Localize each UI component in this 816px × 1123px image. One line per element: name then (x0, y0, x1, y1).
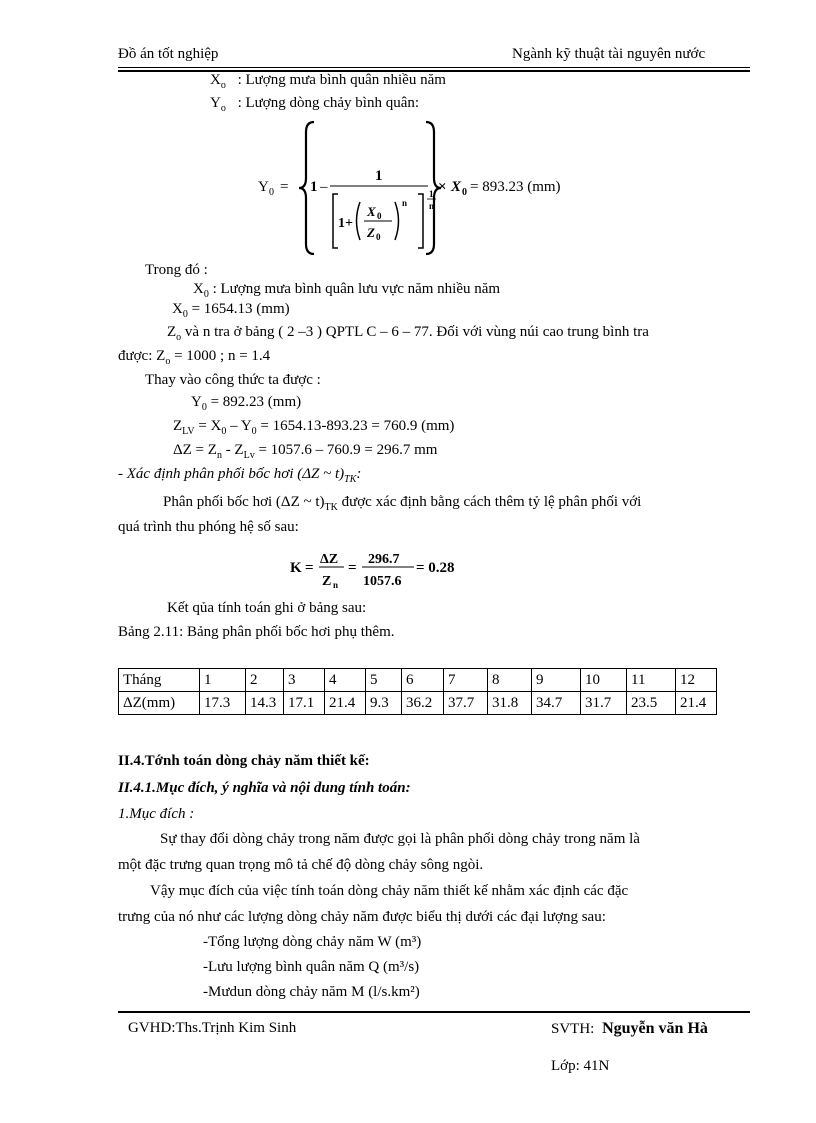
value-cell: 23.5 (627, 692, 676, 715)
svg-text:1: 1 (375, 168, 383, 184)
value-cell: 21.4 (676, 692, 717, 715)
value-cell: 31.8 (488, 692, 532, 715)
month-cell: 6 (402, 669, 444, 692)
svg-text:n: n (429, 201, 435, 211)
table-header-row (119, 669, 717, 692)
footer-rule (118, 1011, 750, 1013)
svg-text:1057.6: 1057.6 (363, 574, 402, 589)
month-cell: 7 (444, 669, 488, 692)
value-cell: 17.3 (200, 692, 246, 715)
table-row-label: ΔZ(mm) (119, 692, 200, 715)
table-row (119, 692, 717, 715)
muc-dich-heading: 1.Mục đích : (118, 806, 195, 822)
svg-text:= 0.28: = 0.28 (416, 560, 455, 576)
svg-text:1: 1 (310, 179, 318, 195)
svg-text:–: – (320, 179, 328, 195)
value-cell: 14.3 (246, 692, 284, 715)
svg-text:×: × (438, 179, 447, 195)
paragraph-2a: Vậy mục đích của việc tính toán dòng chảy năm thiết kế nhằm xác định các đặc (150, 883, 629, 899)
month-cell: 4 (325, 669, 366, 692)
footer-student: SVTH: Nguyễn văn Hà (551, 1020, 708, 1037)
def-y0: $Y_o$ : Lượng dòng chảy bình quân: (210, 95, 420, 114)
left-paren (357, 202, 361, 240)
svg-text:K: K (290, 560, 302, 576)
svg-text:Y: Y (258, 179, 269, 195)
right-paren (395, 202, 399, 240)
list-item: -Tổng lượng dòng chảy năm W (m³) (203, 934, 422, 950)
trong-do: Trong đó : (145, 262, 208, 278)
month-cell: 8 (488, 669, 532, 692)
k-formula (290, 545, 460, 595)
svg-text:=: = (348, 560, 357, 576)
month-cell: 1 (200, 669, 246, 692)
evaporation-table (118, 668, 717, 715)
svg-text:1+: 1+ (338, 216, 353, 231)
subsection-heading: II.4.1.Mục đích, ý nghĩa và nội dung tính toán: (118, 780, 411, 796)
svg-text:296.7: 296.7 (368, 552, 400, 567)
value-cell: 34.7 (532, 692, 581, 715)
month-cell: 3 (284, 669, 325, 692)
x0-value-line: $X_0 = 1654.13$ (mm) (172, 301, 290, 320)
right-bracket (418, 194, 423, 248)
svg-text:Z: Z (322, 574, 332, 589)
header-right: Ngành kỹ thuật tài nguyên nước (512, 46, 706, 62)
paragraph-1a: Sự thay đổi dòng chảy trong năm được gọi là phân phối dòng chảy trong năm là (160, 831, 640, 847)
header-left: Đồ án tốt nghiệp (118, 46, 219, 62)
svg-text:0: 0 (377, 211, 382, 221)
month-cell: 2 (246, 669, 284, 692)
table-caption: Bảng 2.11: Bảng phân phối bốc hơi phụ thêm. (118, 624, 395, 640)
value-cell: 36.2 (402, 692, 444, 715)
svg-text:=: = (305, 560, 314, 576)
zo-line: $Z_o$ và n tra ở bảng ( 2 –3 ) QPTL C – 6 – 77. Đối với vùng núi cao trung bình tra (167, 324, 649, 343)
month-cell: 5 (366, 669, 402, 692)
svg-text:= 893.23 (mm): = 893.23 (mm) (470, 179, 561, 195)
student-name: Nguyễn văn Hà (602, 1020, 708, 1037)
value-cell: 17.1 (284, 692, 325, 715)
list-item: -Lưu lượng bình quân năm Q (m³/s) (203, 959, 420, 975)
def-x0: $X_o$ : Lượng mưa bình quân nhiều năm (210, 72, 446, 91)
svg-text:Z: Z (367, 225, 375, 240)
phan-phoi-line1: Phân phối bốc hơi (ΔZ ~ $t)_{TK}$ được xác định bằng cách thêm tỷ lệ phân phối với (163, 494, 642, 513)
phan-phoi-line2: quá trình thu phóng hệ số sau: (118, 519, 299, 535)
table-row-label: Tháng (119, 669, 200, 692)
svg-text:X: X (367, 204, 376, 219)
y0-result-line: $Y_0 = 892.23$ (mm) (191, 394, 302, 413)
svg-text:ΔZ: ΔZ (320, 552, 339, 567)
svg-text:0: 0 (269, 187, 274, 198)
svg-text:n: n (333, 580, 339, 590)
paragraph-2b: trưng của nó như các lượng dòng chảy năm được biểu thị dưới các đại lượng sau: (118, 909, 606, 925)
value-cell: 21.4 (325, 692, 366, 715)
value-cell: 37.7 (444, 692, 488, 715)
x0-desc-line: $X_0$ : Lượng mưa bình quân lưu vực năm nhiều năm (193, 281, 501, 300)
svg-text:0: 0 (376, 232, 381, 242)
thay-vao: Thay vào công thức ta được : (145, 372, 321, 388)
month-cell: 12 (676, 669, 717, 692)
month-cell: 9 (532, 669, 581, 692)
runoff-formula (250, 118, 590, 258)
svg-text:0: 0 (462, 187, 467, 198)
xac-dinh-heading: - Xác định phân phối bốc hơi (ΔZ ~ $t)_{TK}$: (118, 466, 362, 485)
list-item: -Mưdun dòng chảy năm M (l/s.km²) (203, 984, 420, 1000)
svg-text:1: 1 (429, 189, 434, 199)
paragraph-1b: một đặc trưng quan trọng mô tả chế độ dòng chảy sông ngòi. (118, 857, 484, 873)
footer-supervisor: GVHD:Ths.Trịnh Kim Sinh (128, 1020, 297, 1036)
svg-text:=: = (280, 179, 289, 195)
svg-text:X: X (451, 179, 462, 195)
month-cell: 10 (581, 669, 627, 692)
zlv-line: $Z_{LV} = X_0 - Y_0 = 1654.13-893.23 = 760.9$ (mm) (173, 418, 455, 437)
header-rule-thin (118, 67, 750, 68)
month-cell: 11 (627, 669, 676, 692)
svg-text:n: n (402, 198, 408, 208)
dz-line: $\Delta Z = Z_n - Z_{Lv} = 1057.6 - 760.9 = 296.7$ mm (173, 442, 438, 461)
ket-qua: Kết qủa tính toán ghi ở bảng sau: (167, 600, 367, 616)
section-heading: II.4.Tớnh toán dòng chảy năm thiết kế: (118, 753, 370, 769)
footer-class: Lớp: 41N (551, 1058, 610, 1074)
value-cell: 31.7 (581, 692, 627, 715)
value-cell: 9.3 (366, 692, 402, 715)
zo-value-line: được: $Z_o = 1000$ ; n = 1.4 (118, 348, 271, 367)
